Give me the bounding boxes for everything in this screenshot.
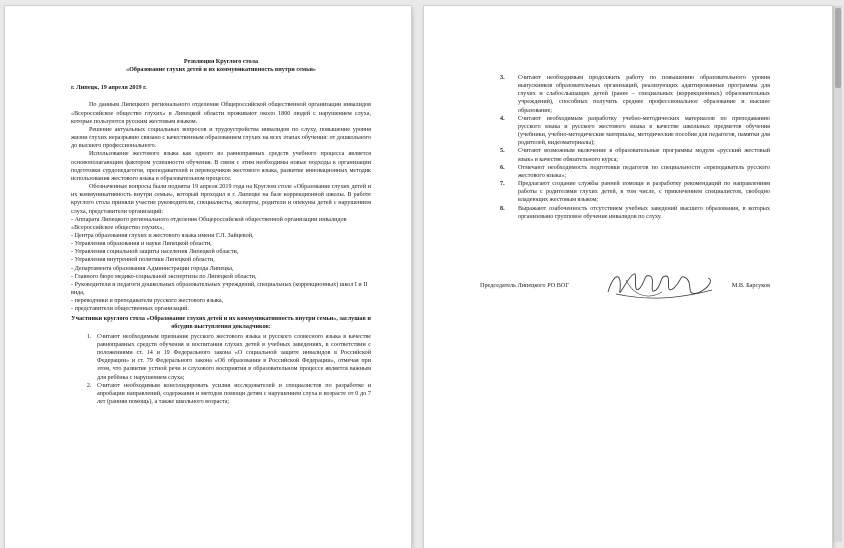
item-text: Отмечают необходимость подготовки педагогов по специальности «преподаватель русского жестового языка»; [518, 164, 770, 179]
vertical-scrollbar[interactable] [833, 6, 842, 542]
item-number: 8. [500, 205, 505, 212]
resolution-item-7 [500, 180, 770, 204]
scrollbar-thumb[interactable] [835, 8, 841, 88]
paragraph-3: Использование жестового языка как одного из равноправных средств учебного процесса является основополагающим фактором успешности обучения. В связи с этим необходимы новые подходы к организации подготовки сурдопедагогов, преподавателей и переводчиков жестового языка, развитие инновационных методик использования жестового языка в образовательном процессе. [71, 151, 371, 182]
item-text: Считают необходимым продолжить работу по повышению образовательного уровня выпускников образовательных организаций, реализующих адаптированные программы для глухих и слабослышащих детей (ранее – специальных (коррекционных) образовательных учреждений), способных получить среднее профессиональное образование и высшее образование; [518, 75, 770, 114]
item-text: Считают необходимым разработку учебно-методических материалов по преподаванию русского языка и русского жестового языка в качестве школьных предметов обучения (учебники, учебно-методические материалы, методические пособия для педагогов, памятки для родителей, видеоматериалы); [518, 115, 770, 147]
item-text: Выражают озабоченность отсутствием учебных заведений высшего образования, в которых организовано групповое обучение инвалидов по слуху. [518, 205, 770, 220]
participants-heading: Участники круглого стола «Образование глухих детей и их коммуникативность внутри семьи», заслушав и обсудив выступления докладчиков: [71, 315, 371, 330]
resolution-item: 1. Считают необходимым признание русского жестового языка и русского словесного языка в качестве равноправных средств обучения и воспитания глухих детей в учебных заведениях, в соответствии с положениями ст. 14 и 19 Федерального закона «О социальной защите инвалидов в Российской Федерации» и ст. 79 Федерального закона «Об образовании в Российской Федерации», отмечая при этом, что развитие устной речи и слухового восприятия в образовательном процессе является важным для ребёнка с нарушением слуха; [93, 333, 371, 382]
org-item: - Управления образования и науки Липецкой области, [71, 241, 212, 248]
organizations-list [71, 216, 371, 314]
resolution-item-8 [500, 205, 770, 221]
page-2-text [500, 74, 770, 221]
item-number: 6. [500, 164, 505, 171]
resolution-item-4 [500, 115, 770, 148]
item-number: 5. [500, 148, 505, 155]
signer-title: Председатель Липецкого РО ВОГ [480, 282, 569, 289]
resolution-item-5 [500, 147, 770, 163]
item-number: 3. [500, 75, 505, 81]
resolution-item: 2. Считают необходимым консолидировать усилия исследователей и специалистов по разработке и апробации направлений, содержания и методов помощи детям с нарушением слуха в возрасте от 0 до 7 лет (ранняя помощь), а также школьного возраста; [93, 382, 371, 406]
page-1-text [71, 58, 371, 406]
org-item: - Руководители и педагоги дошкольных образовательных учреждений, специальных (коррекционных) школ I и II вида, [71, 281, 368, 297]
org-item: - Главного бюро медико-социальной экспертизы по Липецкой области, [71, 273, 257, 280]
paragraph-2: Решение актуальных социальных вопросов и трудоустройства инвалидов по слуху, повышение уровня жизни глухих неразрывно связано с качественным образованием глухих на всех этапах обучения: от дошкольного до высшего профессионального. [71, 126, 371, 150]
paragraph-1: По данным Липецкого регионального отделения Общероссийской общественной организации инвалидов «Всероссийское общество глухих» в Липецкой области проживают около 1800 людей с нарушением слуха, которые пользуются русским жестовым языком. [71, 102, 371, 125]
date-line: г. Липецк, 19 апреля 2019 г. [71, 85, 147, 92]
org-item: - Центра образования глухих и жестового языка имени Г.Л. Зайцевой, [71, 232, 254, 239]
document-page-1 [5, 6, 411, 548]
org-item: - представители общественных организаций. [71, 306, 190, 313]
org-item: - Управления социальной защиты населения Липецкой области, [71, 249, 239, 256]
document-page-2 [424, 6, 832, 548]
handwritten-signature [604, 266, 724, 306]
item-number: 7. [500, 181, 505, 188]
resolution-item-6 [500, 164, 770, 180]
resolution-title: Резолюция Круглого стола [183, 59, 259, 65]
resolution-subtitle: «Образование глухих детей и их коммуникативность внутри семьи» [126, 67, 316, 74]
item-text: Считают возможным включение в образовательные программы модуля «русский жестовый язык» в качестве обязательного курса; [518, 148, 770, 163]
resolution-item-3 [500, 74, 770, 115]
resolution-items-1 [71, 333, 371, 406]
org-item: - Управления внутренней политики Липецкой области, [71, 257, 215, 264]
item-number: 4. [500, 115, 505, 122]
org-item: - Аппарата Липецкого регионального отделения Общероссийской общественной организации инвалидов «Всероссийское общество глухих», [71, 216, 347, 231]
signer-name: М.В. Барсуков [731, 282, 770, 289]
paragraph-4: Обозначенные вопросы были подняты 19 апреля 2019 года на Круглом столе «Образование глухих детей и их коммуникативность внутри семьи», который проходил в г. Липецке на базе коррекционной школы. В работе круглого стола приняли участие руководители, специалисты, эксперты, родители и опекуны детей с нарушением слуха, представители организаций: [71, 184, 371, 215]
org-item: - Департамента образования Администрации города Липецка, [71, 265, 234, 272]
org-item: - переводчики и преподаватели русского жестового языка, [71, 298, 224, 305]
item-text: Предлагают создание службы ранней помощи и разработку рекомендаций по направлениям работы с родителями глухих детей, в том числе, с привлечением специалистов, свободно владеющих жестовым языком; [518, 181, 770, 204]
